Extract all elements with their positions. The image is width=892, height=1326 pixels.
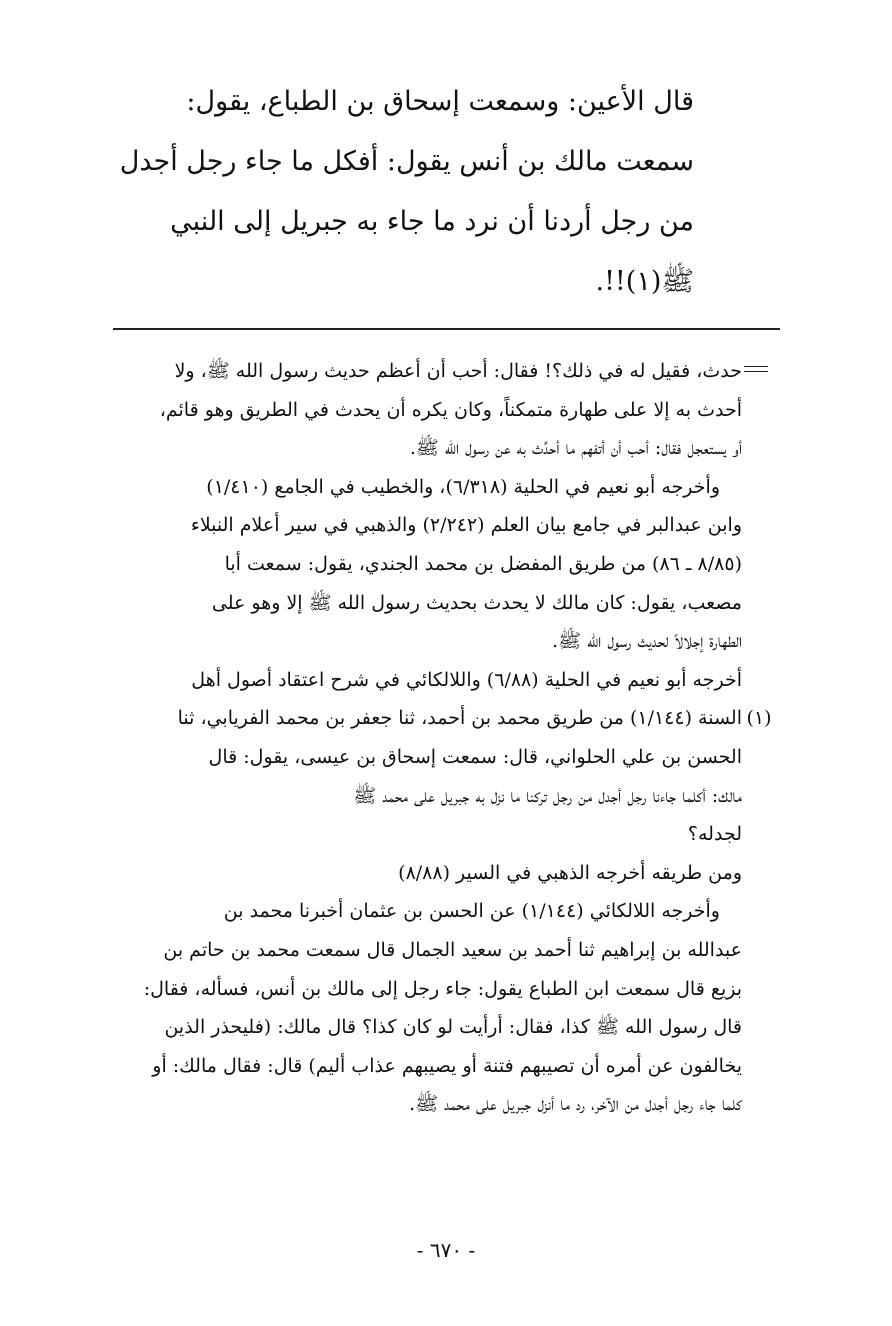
footnote-line: مصعب، يقول: كان مالك لا يحدث بحديث رسول الله ﷺ إلا وهو على bbox=[211, 591, 742, 614]
footnote-line: عبدالله بن إبراهيم ثنا أحمد بن سعيد الجمال قال سمعت محمد بن حاتم بن bbox=[163, 938, 742, 961]
footnote-line: أخرجه أبو نعيم في الحلية (٦/٨٨) واللالكائي في شرح اعتقاد أصول أهل bbox=[191, 668, 742, 691]
main-text-block bbox=[74, 72, 694, 312]
footnote-separator bbox=[113, 328, 780, 330]
footnote-line: بزيع قال سمعت ابن الطباع يقول: جاء رجل إلى مالك بن أنس، فسأله، فقال: bbox=[143, 977, 742, 1000]
page-number: - ٦٧٠ - bbox=[416, 1238, 476, 1262]
main-text-line: قال الأعين: وسمعت إسحاق بن الطباع، يقول: bbox=[186, 86, 694, 117]
footnote-line: (٨/٨٥ ـ ٨٦) من طريق المفضل بن محمد الجندي، يقول: سمعت أبا bbox=[224, 552, 742, 575]
footnote-line: الحسن بن علي الحلواني، قال: سمعت إسحاق بن عيسى، يقول: قال bbox=[208, 745, 742, 768]
footnote-line: الطهارة إجلالاً لحديث رسول الله ﷺ. bbox=[552, 630, 742, 653]
main-text-line: سمعت مالك بن أنس يقول: أفكل ما جاء رجل أجدل bbox=[119, 146, 694, 177]
footnote-line: لجدله؟ bbox=[687, 823, 742, 846]
footnote-line: أو يستعجل فقال: أحب أن أتفهم ما أحدِّث به عن رسول الله ﷺ. bbox=[409, 437, 742, 460]
footnote-line: حدث، فقيل له في ذلك؟! فقال: أحب أن أعظم حديث رسول الله ﷺ، ولا bbox=[174, 360, 742, 382]
continuation-marker-icon bbox=[744, 366, 768, 367]
main-text-line: من رجل أردنا أن نرد ما جاء به جبريل إلى النبي bbox=[170, 206, 694, 237]
footnote-number: (١) bbox=[746, 707, 772, 729]
main-text-line: ﷺ(١)!!. bbox=[595, 266, 694, 297]
footnote-line: يخالفون عن أمره أن تصيبهم فتنة أو يصيبهم عذاب أليم) قال: فقال مالك: أو bbox=[152, 1054, 742, 1077]
footnote-line: وأخرجه اللالكائي (١/١٤٤) عن الحسن بن عثمان أخبرنا محمد بن bbox=[223, 900, 720, 923]
footnote-line: وابن عبدالبر في جامع بيان العلم (٢/٢٤٢) والذهبي في سير أعلام النبلاء bbox=[190, 514, 742, 537]
footnote-line: السنة (١/١٤٤) من طريق محمد بن أحمد، ثنا جعفر بن محمد الفريابي، ثنا bbox=[177, 707, 742, 730]
footnote-line: مالك: أكلما جاءنا رجل أجدل من رجل تركنا ما نزل به جبريل على محمد ﷺ bbox=[353, 784, 742, 807]
footnote-line: ومن طريقه أخرجه الذهبي في السير (٨/٨٨) bbox=[398, 861, 742, 884]
footnote-line: أحدث به إلا على طهارة متمكناً، وكان يكره أن يحدث في الطريق وهو قائم، bbox=[159, 398, 742, 421]
footnote-line: قال رسول الله ﷺ كذا، فقال: أرأيت لو كان كذا؟ قال مالك: (فليحذر الذين bbox=[164, 1016, 742, 1039]
footnotes-block bbox=[62, 352, 742, 1124]
footnote-line: كلما جاء رجل أجدل من الآخر، رد ما أنزل جبريل على محمد ﷺ. bbox=[409, 1093, 742, 1116]
footnote-line: وأخرجه أبو نعيم في الحلية (٦/٣١٨)، والخطيب في الجامع (١/٤١٠) bbox=[206, 475, 720, 498]
